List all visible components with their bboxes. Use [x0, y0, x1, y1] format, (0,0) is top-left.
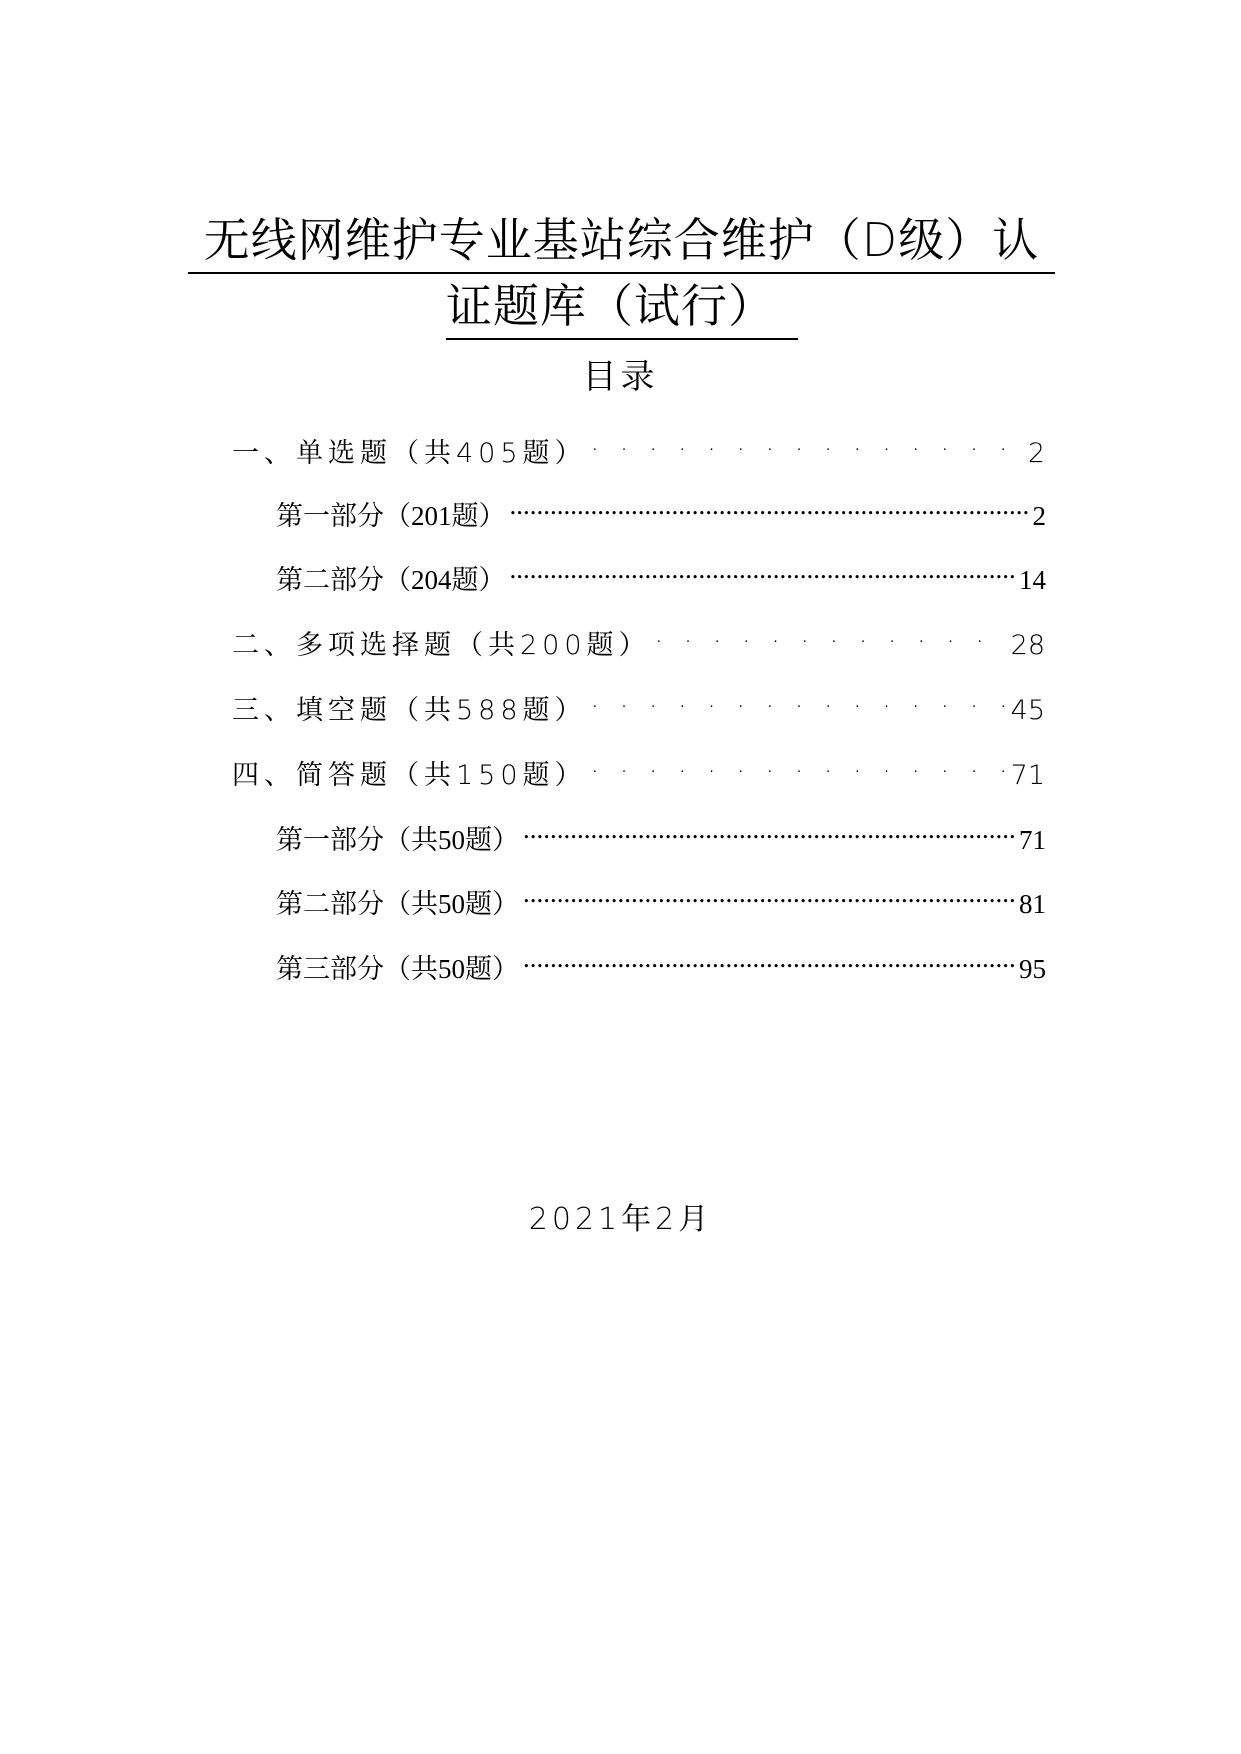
toc-entry-page: 14: [1019, 565, 1046, 595]
toc-entry-label: 第一部分（201题）: [276, 501, 506, 531]
toc-entry[interactable]: [276, 873, 1046, 919]
toc-entry-page: 81: [1019, 889, 1046, 919]
toc-entry-label: 第一部分（共50题）: [276, 825, 519, 855]
toc-entry-page: 2: [1027, 438, 1045, 469]
toc-entry-label: 第二部分（共50题）: [276, 889, 519, 919]
toc-entry-label: 一、单选题（共405题）: [232, 438, 587, 469]
toc-entry-label: 二、多项选择题（共200题）: [232, 630, 651, 661]
toc-entry-page: 71: [1019, 825, 1046, 855]
toc-entry[interactable]: [232, 679, 1045, 726]
toc-dot-leader: [655, 614, 1007, 654]
toc-entry[interactable]: [232, 614, 1045, 661]
toc-dot-leader: [510, 485, 1029, 525]
toc-entry-label: 四、简答题（共150题）: [232, 760, 587, 791]
toc-entry[interactable]: [232, 744, 1045, 791]
toc-entry-page: 2: [1032, 501, 1046, 531]
toc-entry-page: 45: [1010, 695, 1045, 726]
document-date: 2021年2月: [528, 1202, 713, 1237]
toc-entry-label: 第二部分（204题）: [276, 565, 506, 595]
toc-dot-leader: [510, 549, 1016, 589]
toc-dot-leader: [523, 873, 1015, 913]
toc-entry[interactable]: [276, 938, 1046, 984]
toc-entry[interactable]: [276, 809, 1046, 855]
toc-entry-page: 95: [1019, 954, 1046, 984]
toc-dot-leader: [591, 744, 1007, 784]
toc-entry-page: 28: [1010, 630, 1045, 661]
document-title-line-1: 无线网维护专业基站综合维护（D级）认: [188, 208, 1055, 274]
toc-dot-leader: [591, 679, 1007, 719]
toc-dot-leader: [591, 422, 1024, 462]
toc-entry-label: 第三部分（共50题）: [276, 954, 519, 984]
toc-entry[interactable]: [276, 549, 1046, 595]
toc-heading: 目录: [582, 357, 659, 397]
toc-entry-page: 71: [1010, 760, 1045, 791]
document-title-line-2: 证题库（试行）: [446, 274, 798, 340]
toc-entry-label: 三、填空题（共588题）: [232, 695, 587, 726]
toc-dot-leader: [523, 938, 1015, 978]
toc-dot-leader: [523, 809, 1015, 849]
toc-entry[interactable]: [232, 422, 1045, 469]
toc-entry[interactable]: [276, 485, 1046, 531]
